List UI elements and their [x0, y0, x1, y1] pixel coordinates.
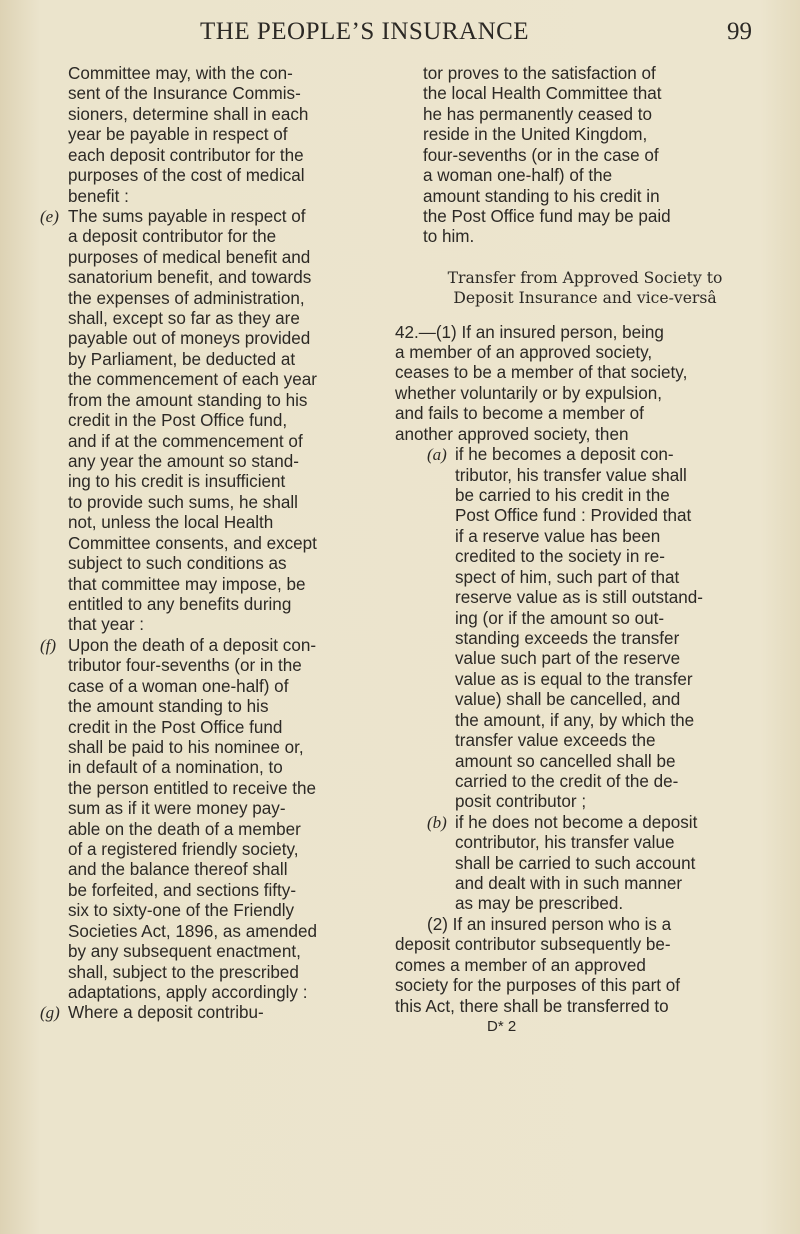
subparagraph-b-label: (b) [427, 812, 447, 832]
paragraph-e-label: (e) [40, 206, 59, 226]
signature-mark: D* 2 [487, 1017, 517, 1035]
paragraph-f: (f) Upon the death of a deposit con- tributor four-sevenths (or in the case of a woman one-half) of the amount standing to his credit in the Post Office fund shall be paid to his nominee or, in default of a nomination, to the person entitled to receive the sum as if it were money pay- able on the death of a member of a registered friendly society, and the balance thereof shall be forfeited, and sections fifty- six to sixty-one of the Friendly Societies Act, 1896, as amended by any subsequent enactment, shall, subject to the prescribed adaptations, apply accordingly : [40, 635, 317, 1002]
paragraph-g-label: (g) [40, 1003, 60, 1023]
left-column [40, 64, 365, 1024]
section-42-subsection-2: (2) If an insured person who is a deposit contributor subsequently be- comes a member of an approved society for the purposes of this part of this Act, there shall be transferred to [395, 914, 681, 1016]
running-title: THE PEOPLE’S INSURANCE [200, 18, 530, 45]
paragraph-g: (g) Where a deposit contribu- [40, 1003, 264, 1023]
section-heading: Transfer from Approved Society to Deposit Insurance and vice-versâ [447, 268, 723, 308]
right-column [395, 64, 775, 1037]
subparagraph-a-label: (a) [427, 445, 447, 465]
paragraph-e: (e) The sums payable in respect of a deposit contributor for the purposes of medical benefit and sanatorium benefit, and towards the expenses of administration, shall, except so far as they are payable out of moneys provided by Parliament, be deducted at the commencement of each year from the amount standing to his credit in the Post Office fund, and if at the commencement of any year the amount so stand- ing to his credit is insufficient to provide such sums, he shall not, unless the local Health Committee consents, and except subject to such conditions as that committee may impose, be entitled to any benefits during that year : [40, 206, 317, 635]
section-42-subsection-1: 42.—(1) If an insured person, being a member of an approved society, ceases to be a member of that society, whether voluntarily or by expulsion, and fails to become a member of another approved society, then [395, 322, 688, 444]
subparagraph-a: (a) if he becomes a deposit con- tributor, his transfer value shall be carried to his credit in the Post Office fund : Provided that if a reserve value has been credited to the society in re- spect of him, such part of that reserve value as is still outstand- ing (or if the amount so out- standing exceeds the transfer value such part of the reserve value as is equal to the transfer value) shall be cancelled, and the amount, if any, by which the transfer value exceeds the amount so cancelled shall be carried to the credit of the de- posit contributor ; [427, 445, 703, 812]
page-header [0, 18, 800, 52]
paragraph-f-label: (f) [40, 635, 57, 655]
paragraph-d-continuation: Committee may, with the con- sent of the Insurance Commis- sioners, determine shall in each year be payable in respect of each deposit contributor for the purposes of the cost of medical benefit : [68, 64, 309, 206]
page-number: 99 [727, 18, 752, 45]
paragraph-g-continuation: tor proves to the satisfaction of the local Health Committee that he has permanently ceased to reside in the United Kingdom, four-sevenths (or in the case of a woman one-half) of the amount standing to his credit in the Post Office fund may be paid to him. [423, 64, 671, 247]
subparagraph-b: (b) if he does not become a deposit contributor, his transfer value shall be carried to such account and dealt with in such manner as may be prescribed. [427, 812, 698, 914]
